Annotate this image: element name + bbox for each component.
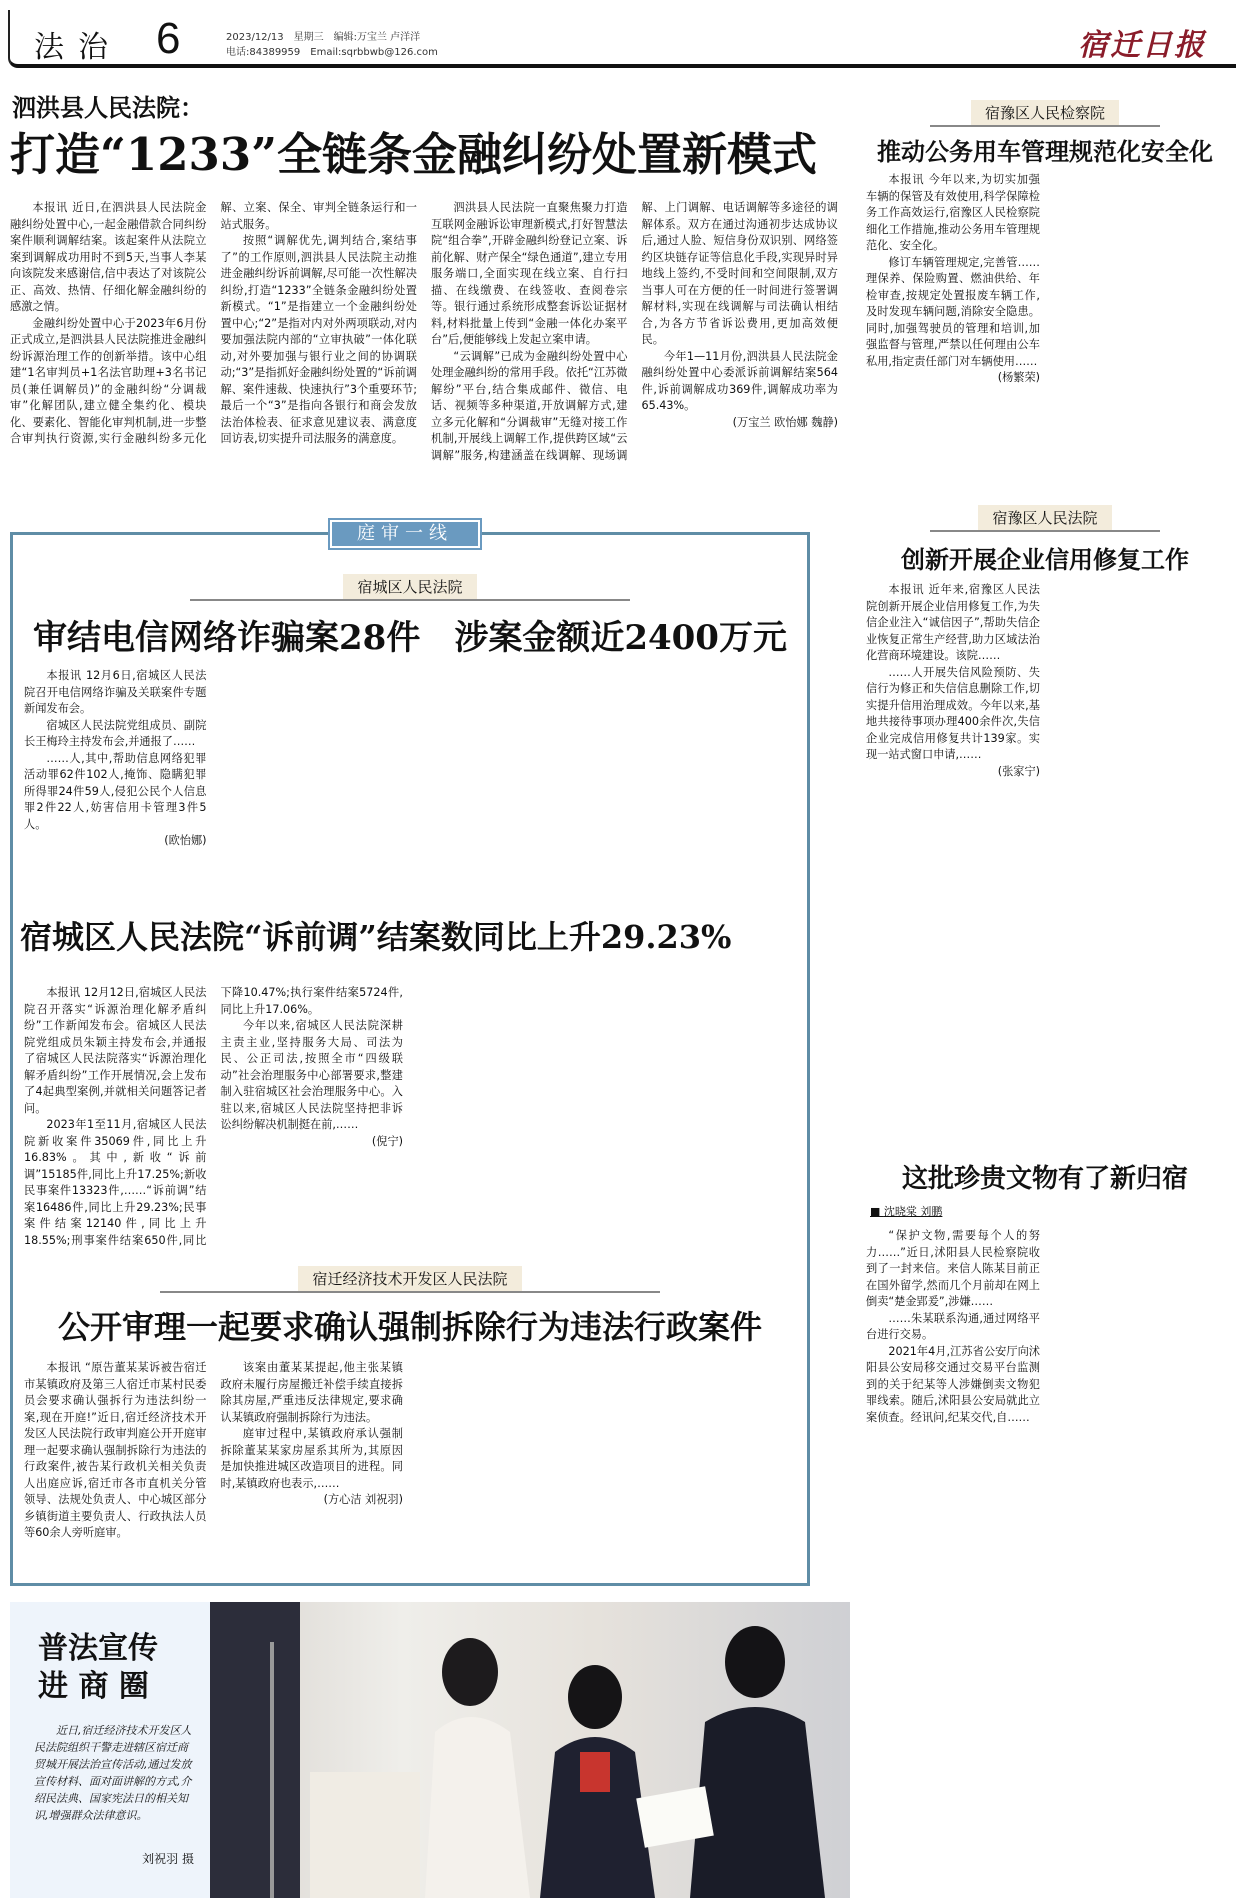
- paragraph: 2023年1至11月,宿城区人民法院新收案件35069件,同比上升16.83%。其中,新收“诉前调”15185件,同比上升17.25%;新收民事案件13323件,……“诉前调”结案16486件,同比上升29.23%;民事案件结案12140件,同比上升18.55%;刑事案件结案650件,同比下降10.47%;执行案件结案5724件,同比上升17.06%。: [24, 986, 403, 1247]
- paragraph: 修订车辆管理规定,完善管……理保养、保险购置、燃油供给、年检审查,按规定处置报废车辆工作,及时发现车辆问题,消除安全隐患。同时,加强驾驶员的管理和培训,加强监督与管理,严禁以任何理由公车私用,指定责任部门对车辆使用……: [866, 255, 1040, 368]
- paragraph: ……朱某联系沟通,通过网络平台进行交易。: [866, 1311, 1040, 1341]
- photo-caption-panel: [10, 1602, 210, 1898]
- paragraph: “云调解”已成为金融纠纷处置中心处理金融纠纷的常用手段。依托“江苏微解纷”平台,结合集成邮件、微信、电话、视频等多种渠道,开放调解方式,建立多元化解和“分调裁审”无缝对接工作机制,开展线上调解工作,提供跨区域“云调解”服务,构建涵盖在线调解、现场调解、上门调解、电话调解等多途径的调解体系。双方在通过沟通初步达成协议后,通过人脸、短信身份双识别、网络签约区块链存证等信息化手段,实现异时异地线上签约,不受时间和空间限制,双方当事人可在方便的任一时间进行签署调解材料,实现在线调解与司法确认相结合,为各方节省诉讼费用,更加高效便民。: [431, 201, 838, 462]
- byline: (欧怡娜): [164, 834, 207, 847]
- r1-label: [860, 100, 1230, 127]
- photo-title-line: 进 商 圈: [38, 1669, 149, 1704]
- paragraph: 该案由董某某提起,他主张某镇政府未履行房屋搬迁补偿手续直接拆除其房屋,严重违反法律规定,要求确认某镇政府强制拆除行为违法。: [220, 1361, 403, 1424]
- label-text: 宿城区人民法院: [343, 574, 476, 599]
- page-number: 6: [156, 14, 181, 63]
- a3-headline: 公开审理一起要求确认强制拆除行为违法行政案件: [57, 1308, 762, 1346]
- person-head: [568, 1665, 622, 1729]
- paragraph: 庭审过程中,某镇政府承认强制拆除董某某家房屋系其所为,其原因是加快推进城区改造项目的进程。同时,某镇政府也表示,……: [220, 1427, 403, 1490]
- paragraph: ……人开展失信风险预防、失信行为修正和失信信息删除工作,切实提升信用治理成效。今年以来,基地共接待事项办理400余件次,失信企业完成信用修复共计139家。实现一站式窗口申请,……: [866, 665, 1040, 761]
- date-line: 2023/12/13 星期三 编辑:万宝兰 卢洋洋: [226, 32, 421, 43]
- r2-body: [866, 582, 1228, 1122]
- r3-byline: ■ 沈晓棠 刘鹏: [870, 1205, 943, 1218]
- a3-body: [24, 1360, 796, 1570]
- lead-body: [10, 200, 838, 475]
- label-text: 宿豫区人民法院: [978, 505, 1111, 530]
- paragraph: “保护文物,需要每个人的努力……”近日,沭阳县人民检察院收到了一封来信。来信人陈某目前正在国外留学,然而几个月前却在网上倒卖“楚金郢爰”,涉嫌……: [866, 1229, 1040, 1308]
- label-text: 宿豫区人民检察院: [971, 100, 1119, 125]
- r2-label: [860, 505, 1230, 532]
- label-text: 宿迁经济技术开发区人民法院: [298, 1266, 521, 1291]
- a1-headline: 审结电信网络诈骗案28件 涉案金额近2400万元: [33, 618, 787, 658]
- section-name: 法治: [34, 30, 122, 65]
- a3-label: [20, 1266, 800, 1293]
- counter: [310, 1772, 420, 1898]
- section-banner: 庭审一线: [330, 520, 480, 548]
- a2-body: [24, 985, 796, 1270]
- header-frame: [8, 10, 1236, 68]
- r3-body: [866, 1228, 1228, 1893]
- a1-label: [20, 574, 800, 601]
- person-head: [442, 1638, 498, 1706]
- paragraph: 本报讯 近日,在泗洪县人民法院金融纠纷处置中心,一起金融借款合同纠纷案件顺利调解结案。该起案件从法院立案到调解成功用时不到5天,当事人李某向该院发来感谢信,信中表达了对该院公正、高效、热情、仔细化解金融纠纷的感激之情。: [10, 201, 207, 313]
- a2-headline: 宿城区人民法院“诉前调”结案数同比上升29.23%: [20, 918, 732, 956]
- photo-credit: 刘祝羽 摄: [142, 1852, 194, 1866]
- contact-line: 电话:84389959 Email:sqrbbwb@126.com: [226, 47, 438, 58]
- a1-body: [24, 668, 796, 883]
- photo-caption: 近日,宿迁经济技术开发区人民法院组织干警走进辖区宿迁商贸城开展法治宣传活动,通过发放宣传材料、面对面讲解的方式,介绍民法典、国家宪法日的相关知识,增强群众法律意识。: [34, 1724, 192, 1822]
- photo-title-line: 普法宣传: [38, 1631, 158, 1666]
- r3-headline: 这批珍贵文物有了新归宿: [901, 1164, 1188, 1194]
- paragraph: 今年1—11月份,泗洪县人民法院金融纠纷处置中心委派诉前调解结案564件,诉前调解成功369件,调解成功率为65.43%。: [641, 349, 838, 412]
- news-photo: [210, 1602, 850, 1898]
- rack-pole: [270, 1642, 274, 1898]
- byline: (倪宁): [371, 1134, 403, 1148]
- paragraph: ……人,其中,帮助信息网络犯罪活动罪62件102人,掩饰、隐瞒犯罪所得罪24件59人,侵犯公民个人信息罪2件22人,妨害信用卡管理3件5人。: [24, 751, 207, 831]
- person-coat-white: [425, 1717, 530, 1898]
- paragraph: 今年以来,宿城区人民法院深耕主责主业,坚持服务大局、司法为民、公正司法,按照全市“四级联动”社会治理服务中心部署要求,整建制入驻宿城区社会治理服务中心。入驻以来,宿城区人民法院坚持把非诉讼纠纷解决机制挺在前,……: [220, 1019, 403, 1131]
- badge: [580, 1752, 610, 1792]
- paragraph: 本报讯 近年来,宿豫区人民法院创新开展企业信用修复工作,为失信企业注入“诚信因子”,帮助失信企业恢复正常生产经营,助力区域法治化营商环境建设。该院……: [866, 583, 1040, 662]
- r1-body: [866, 172, 1228, 462]
- person-head: [725, 1626, 785, 1698]
- photo-illustration: [210, 1602, 850, 1898]
- byline: (杨繁荣): [997, 371, 1040, 384]
- clothes-rack: [210, 1602, 300, 1898]
- paragraph: 本报讯 “原告董某某诉被告宿迁市某镇政府及第三人宿迁市某村民委员会要求确认强拆行为违法纠纷一案,现在开庭!”近日,宿迁经济技术开发区人民法院行政审判庭公开开庭审理一起要求确认强制拆除行为违法的行政案件,被告某行政机关相关负责人出庭应诉,宿迁市各市直机关分管领导、法规处负责人、中心城区部分乡镇街道主要负责人、行政执法人员等60余人旁听庭审。: [24, 1361, 207, 1539]
- masthead-logo: 宿迁日报: [1078, 28, 1206, 63]
- photo-title: [38, 1630, 158, 1706]
- r1-headline: 推动公务用车管理规范化安全化: [877, 137, 1213, 166]
- r2-headline: 创新开展企业信用修复工作: [901, 545, 1189, 574]
- byline-text: 沈晓棠 刘鹏: [883, 1205, 943, 1218]
- page-header: [0, 0, 1236, 70]
- paragraph: 本报讯 今年以来,为切实加强车辆的保管及有效使用,科学保障检务工作高效运行,宿豫区人民检察院细化工作措施,推动公务用车管理规范化、安全化。: [866, 173, 1040, 252]
- byline: (张家宁): [997, 764, 1040, 778]
- lead-kicker: 泗洪县人民法院：: [12, 93, 204, 122]
- paragraph: 金融纠纷处置中心于2023年6月份正式成立,是泗洪县人民法院推进金融纠纷诉源治理工作的创新举措。该中心组建“1名审判员+1名法官助理+3名书记员(兼任调解员)”的金融纠纷“分调裁审”化解团队,建立健全集约化、模块化、要素化、智能化审判机制,进一步整合审判执行资源,实行金融纠纷多元化解、立案、保全、审判全链条运行和一站式服务。: [10, 201, 417, 445]
- paragraph: 本报讯 12月6日,宿城区人民法院召开电信网络诈骗及关联案件专题新闻发布会。: [24, 669, 207, 715]
- byline: (万宝兰 欧怡娜 魏静): [732, 415, 838, 429]
- header-meta: [226, 30, 438, 60]
- paragraph: 宿城区人民法院党组成员、副院长王梅玲主持发布会,并通报了……: [24, 718, 207, 748]
- paragraph: 本报讯 12月12日,宿城区人民法院召开落实“诉源治理化解矛盾纠纷”工作新闻发布会。宿城区人民法院党组成员朱颖主持发布会,并通报了宿城区人民法院落实“诉源治理化解矛盾纠纷”工作开展情况,会上发布了4起典型案例,并就相关问题答记者问。: [24, 986, 207, 1115]
- paragraph: 泗洪县人民法院一直聚焦聚力打造互联网金融诉讼审理新模式,打好智慧法院“组合拳”,开辟金融纠纷登记立案、诉前化解、财产保全“绿色通道”,建立专用服务端口,全面实现在线立案、自行扫描、在线缴费、在线签收、查阅卷宗等。银行通过系统形成整套诉讼证据材料,材料批量上传到“金融一体化办案平台”后,便能够线上发起立案申请。: [431, 201, 628, 346]
- person-uniform: [690, 1707, 825, 1898]
- byline: (方心洁 刘祝羽): [323, 1493, 403, 1506]
- paragraph: 按照“调解优先,调判结合,案结事了”的工作原则,泗洪县人民法院主动推进金融纠纷诉前调解,尽可能一次性解决纠纷,打造“1233”全链条金融纠纷处置新模式。“1”是指建立一个金融纠纷处置中心;“2”是指对内对外两项联动,对内要加强法院内部的“立审执破”一体化联动,对外要加强与银行业之间的协调联动;“3”是指抓好金融纠纷处置的“诉前调解、案件速裁、快速执行”3个重要环节;最后一个“3”是指向各银行和商会发放法治体检表、征求意见建议表、满意度回访表,切实提升司法服务的满意度。: [220, 234, 417, 445]
- paragraph: 2021年4月,江苏省公安厅向沭阳县公安局移交通过交易平台监测到的关于纪某等人涉嫌倒卖文物犯罪线索。随后,沭阳县公安局就此立案侦查。经讯问,纪某交代,自……: [866, 1344, 1040, 1424]
- lead-headline: 打造“1233”全链条金融纠纷处置新模式: [10, 128, 818, 181]
